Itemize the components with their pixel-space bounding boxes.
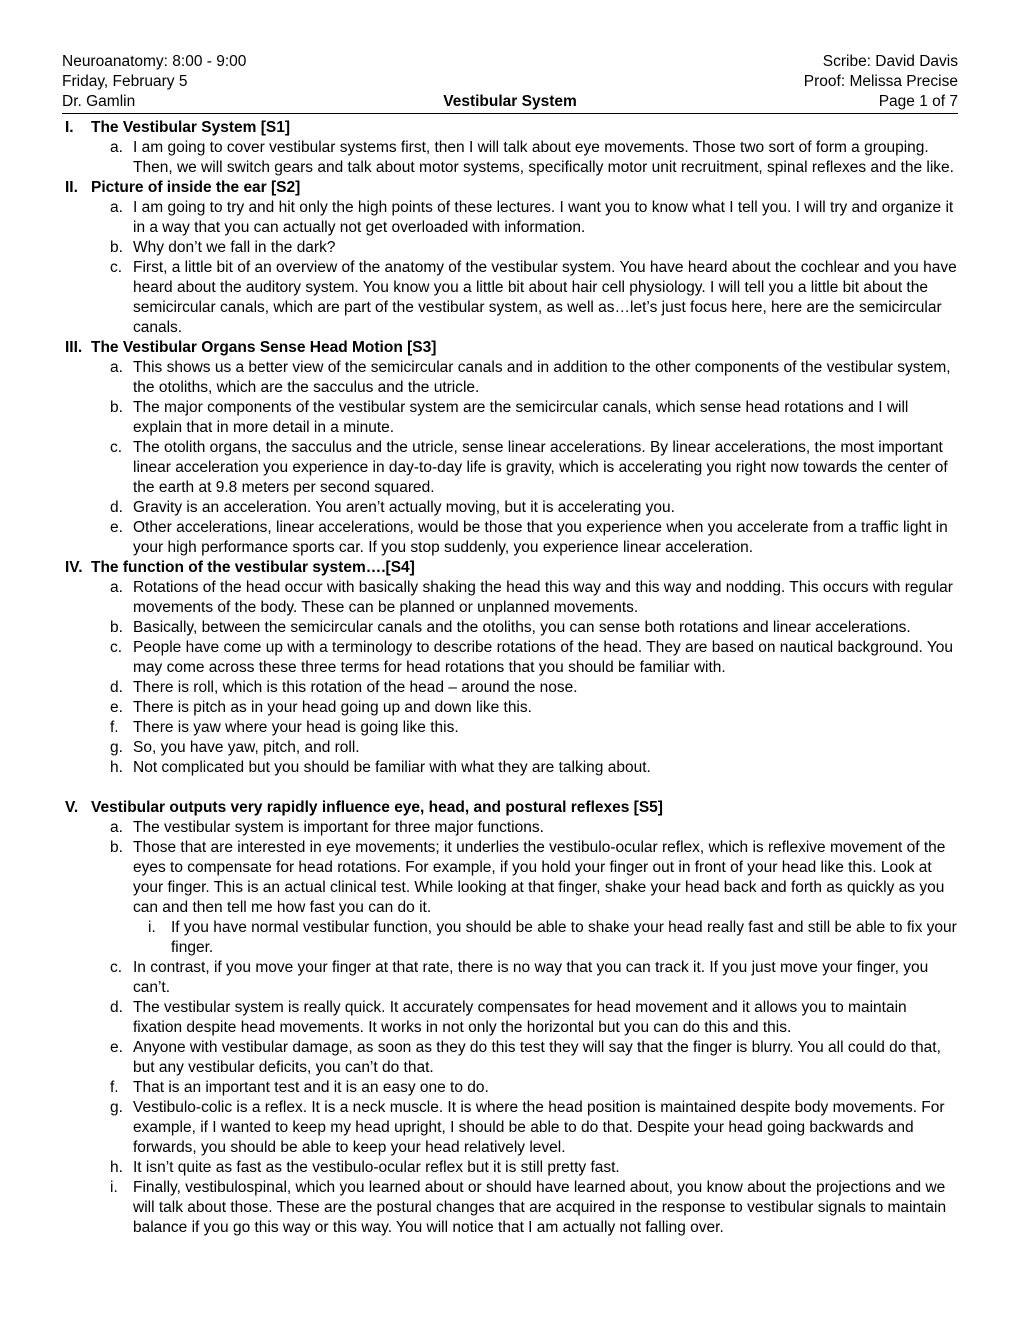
item-text-block (133, 1158, 958, 1178)
outline-item (110, 258, 958, 338)
outline-item (110, 358, 958, 398)
item-label: f. (110, 719, 119, 736)
outline-item (110, 438, 958, 498)
item-label: b. (110, 619, 123, 636)
section-heading (62, 178, 958, 198)
item-text: This shows us a better view of the semicircular canals and in addition to the other components of the vestibular system, the otoliths, which are the sacculus and the utricle. (133, 359, 951, 396)
section-II (62, 178, 958, 338)
item-text-block (133, 758, 958, 778)
section-heading (62, 338, 958, 358)
item-label: h. (110, 759, 123, 776)
section-title: The function of the vestibular system….[S4] (91, 559, 415, 576)
item-label: a. (110, 199, 123, 216)
outline-item (110, 638, 958, 678)
item-label: d. (110, 679, 123, 696)
item-text: There is pitch as in your head going up and down like this. (133, 699, 532, 716)
item-label: i. (110, 1179, 118, 1196)
section-heading (62, 118, 958, 138)
item-label: c. (110, 439, 123, 456)
item-text: Basically, between the semicircular canals and the otoliths, you can sense both rotations and linear accelerations. (133, 619, 911, 636)
section-title: Vestibular outputs very rapidly influence eye, head, and postural reflexes [S5] (91, 799, 663, 816)
item-text-block (133, 238, 958, 258)
item-text-block (133, 498, 958, 518)
item-text-block (133, 198, 958, 238)
item-text: That is an important test and it is an easy one to do. (133, 1079, 489, 1096)
outline-item (110, 398, 958, 438)
item-label: a. (110, 359, 123, 376)
section-title: The Vestibular System [S1] (91, 119, 290, 136)
item-label: a. (110, 579, 123, 596)
section-items (110, 358, 958, 558)
item-label: e. (110, 1039, 123, 1056)
header-row-1 (62, 52, 958, 72)
section-V (62, 798, 958, 1238)
lecturer-info: Dr. Gamlin (62, 93, 136, 110)
section-items (110, 578, 958, 778)
item-label: h. (110, 1159, 123, 1176)
outline-item (110, 1078, 958, 1098)
item-text-block (133, 138, 958, 178)
header-row-2 (62, 72, 958, 92)
item-text: In contrast, if you move your finger at that rate, there is no way that you can track it. If you just move your finger, you can’t. (133, 959, 929, 996)
section-I (62, 118, 958, 178)
item-text-block (133, 718, 958, 738)
item-text-block (133, 698, 958, 718)
sub-items (148, 918, 958, 958)
outline-item (110, 618, 958, 638)
item-text-block (133, 958, 958, 998)
item-text-block (133, 998, 958, 1038)
section-heading (62, 558, 958, 578)
item-label: c. (110, 959, 123, 976)
item-text-block (133, 398, 958, 438)
outline-item (110, 198, 958, 238)
item-text-block (133, 358, 958, 398)
item-text-block (133, 438, 958, 498)
item-text: Those that are interested in eye movements; it underlies the vestibulo-ocular reflex, which is reflexive movement of the eyes to compensate for head rotations. For example, if you hold your finger out in front of your head like this. Look at your finger. This is an actual clinical test. While looking at that finger, shake your head back and forth as quickly as you can and then tell me how fast you can do it. (133, 839, 946, 916)
item-label: b. (110, 399, 123, 416)
section-numeral: IV. (65, 559, 83, 576)
item-label: g. (110, 1099, 123, 1116)
item-text: I am going to cover vestibular systems first, then I will talk about eye movements. Those two sort of form a grouping. Then, we will switch gears and talk about motor systems, specifically motor unit recruitment, spinal reflexes and the like. (133, 139, 954, 176)
item-text-block (133, 738, 958, 758)
course-info: Neuroanatomy: 8:00 - 9:00 (62, 53, 247, 70)
item-text: Finally, vestibulospinal, which you learned about or should have learned about, you know about the projections and we will talk about those. These are the postural changes that are acquired in the response to vestibular signals to maintain balance if you go this way or this way. You will notice that I am actually not falling over. (133, 1179, 947, 1236)
item-text: There is roll, which is this rotation of the head – around the nose. (133, 679, 578, 696)
item-text-block (133, 1078, 958, 1098)
proof-info: Proof: Melissa Precise (803, 73, 958, 90)
item-label: g. (110, 739, 123, 756)
item-text-block (133, 838, 958, 958)
outline-item (110, 1178, 958, 1238)
item-text-block (133, 638, 958, 678)
item-text: So, you have yaw, pitch, and roll. (133, 739, 360, 756)
subitem-label: i. (148, 919, 156, 936)
outline-item (110, 498, 958, 518)
item-label: b. (110, 239, 123, 256)
section-items (110, 198, 958, 338)
outline-item (110, 758, 958, 778)
section-numeral: II. (65, 179, 78, 196)
item-text: Why don’t we fall in the dark? (133, 239, 336, 256)
section-items (110, 138, 958, 178)
section-numeral: V. (65, 799, 79, 816)
item-label: c. (110, 639, 123, 656)
item-text: People have come up with a terminology to describe rotations of the head. They are based on nautical background. You may come across these three terms for head rotations that you should be familiar with. (133, 639, 954, 676)
item-text-block (133, 1038, 958, 1078)
item-text: It isn’t quite as fast as the vestibulo-ocular reflex but it is still pretty fast. (133, 1159, 620, 1176)
item-text-block (133, 1178, 958, 1238)
outline-item (110, 698, 958, 718)
item-label: d. (110, 499, 123, 516)
item-text: Anyone with vestibular damage, as soon as they do this test they will say that the finger is blurry. You all could do that, but any vestibular deficits, you can’t do that. (133, 1039, 941, 1076)
item-text-block (133, 678, 958, 698)
outline-item (110, 518, 958, 558)
section-III (62, 338, 958, 558)
section-title: The Vestibular Organs Sense Head Motion [S3] (91, 339, 437, 356)
outline-item (110, 238, 958, 258)
section-items (110, 818, 958, 1238)
document-title: Vestibular System (443, 93, 577, 110)
outline-item (110, 138, 958, 178)
section-IV (62, 558, 958, 778)
outline-item (110, 998, 958, 1038)
outline-item (110, 738, 958, 758)
item-text: Gravity is an acceleration. You aren’t actually moving, but it is accelerating you. (133, 499, 675, 516)
outline-item (110, 1038, 958, 1078)
outline-content (62, 118, 958, 1238)
item-label: a. (110, 139, 123, 156)
item-text: The major components of the vestibular system are the semicircular canals, which sense head rotations and I will explain that in more detail in a minute. (133, 399, 909, 436)
item-text: Vestibulo-colic is a reflex. It is a neck muscle. It is where the head position is maintained despite body movements. For example, if I wanted to keep my head upright, I should be able to do that. Despite your head going backwards and forwards, you should be able to keep your head relatively level. (133, 1099, 945, 1156)
item-label: c. (110, 259, 123, 276)
outline-item (110, 818, 958, 838)
outline-item (110, 1098, 958, 1158)
item-text-block (133, 518, 958, 558)
document-header (62, 52, 958, 114)
item-text: I am going to try and hit only the high points of these lectures. I want you to know what I tell you. I will try and organize it in a way that you can actually not get overloaded with information. (133, 199, 954, 236)
item-text-block (133, 618, 958, 638)
item-text-block (133, 818, 958, 838)
outline-item (110, 718, 958, 738)
item-label: e. (110, 699, 123, 716)
outline-item (110, 838, 958, 958)
outline-item (110, 958, 958, 998)
item-text: The vestibular system is important for three major functions. (133, 819, 544, 836)
item-label: e. (110, 519, 123, 536)
item-text-block (133, 1098, 958, 1158)
outline-item (110, 1158, 958, 1178)
item-text: The otolith organs, the sacculus and the utricle, sense linear accelerations. By linear accelerations, the most important linear acceleration you experience in day-to-day life is gravity, which is accelerating you right now towards the center of the earth at 9.8 meters per second squared. (133, 439, 948, 496)
outline-item (110, 678, 958, 698)
outline-item (110, 578, 958, 618)
date-info: Friday, February 5 (62, 73, 188, 90)
scribe-info: Scribe: David Davis (822, 53, 958, 70)
subitem-text: If you have normal vestibular function, you should be able to shake your head really fast and still be able to fix your finger. (171, 919, 957, 956)
item-text: The vestibular system is really quick. It accurately compensates for head movement and it allows you to maintain fixation despite head movements. It works in not only the horizontal but you can do this and this. (133, 999, 907, 1036)
header-row-3 (62, 92, 958, 114)
page-number: Page 1 of 7 (878, 93, 958, 110)
outline-subitem (148, 918, 958, 958)
item-text: First, a little bit of an overview of the anatomy of the vestibular system. You have heard about the cochlear and you have heard about the auditory system. You know you a little bit about hair cell physiology. I will tell you a little bit about the semicircular canals, which are part of the vestibular system, as well as…let’s just focus here, here are the semicircular canals. (133, 259, 957, 336)
section-heading (62, 798, 958, 818)
item-label: d. (110, 999, 123, 1016)
item-text: Other accelerations, linear accelerations, would be those that you experience when you accelerate from a traffic light in your high performance sports car. If you stop suddenly, you experience linear acceleration. (133, 519, 948, 556)
section-numeral: I. (65, 119, 74, 136)
item-text: Rotations of the head occur with basically shaking the head this way and this way and nodding. This occurs with regular movements of the body. These can be planned or unplanned movements. (133, 579, 953, 616)
section-title: Picture of inside the ear [S2] (91, 179, 301, 196)
item-text: Not complicated but you should be familiar with what they are talking about. (133, 759, 651, 776)
item-text-block (133, 258, 958, 338)
item-label: b. (110, 839, 123, 856)
item-text: There is yaw where your head is going like this. (133, 719, 459, 736)
item-text-block (133, 578, 958, 618)
section-numeral: III. (65, 339, 83, 356)
item-label: a. (110, 819, 123, 836)
item-label: f. (110, 1079, 119, 1096)
